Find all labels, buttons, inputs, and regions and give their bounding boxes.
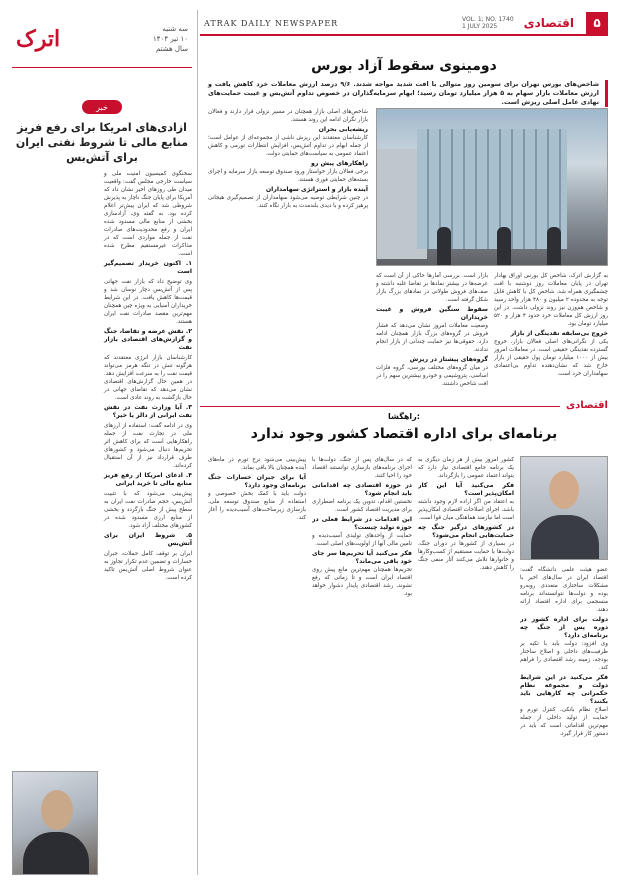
bottom-article-kicker: راهگشا: [388, 412, 420, 421]
paragraph: وی افزود: دولت باید با تکیه بر ظرفیت‌های داخلی و اصلاح ساختار بودجه، زمینه رشد اقتصادی را فراهم کند. [520, 641, 608, 671]
paragraph: حمایت از واحدهای تولیدی آسیب‌دیده و تامین مالی آنها از اولویت‌های اصلی است. [312, 533, 412, 547]
masthead [12, 10, 192, 68]
volume-info [458, 16, 518, 30]
bottom-article-title: برنامه‌ای برای اداره اقتصاد کشور وجود ندارد [250, 426, 558, 442]
subheading: آیا برای جبران خسارات جنگ برنامه‌ای وجود دارد؟ [208, 474, 306, 489]
news-badge: خبر [82, 100, 122, 114]
top-article-lead: شاخص‌های بورس تهران برای سومین روز متوالی با افت شدید مواجه شدند. ۹/۶ درصد ارزش معاملات خرد کاهش یافت و ارزش معاملات بازار سهام به ۵ هزار میلیارد تومان رسید؛ ابهام سرمایه‌گذاران در خصوص تداوم آتش‌بس و غیبت حمایت‌های نهادی عامل اصلی ریزش است. [208, 80, 608, 107]
subheading: فکر می‌کنید آیا تحریم‌ها سر جای خود باقی می‌ماند؟ [312, 550, 412, 565]
left-article-title: ازادی‌های امریکا برای رفع فریز منابع مالی تا شروط نفتی ایران برای آتش‌بس [15, 121, 189, 164]
left-paragraph: ایران بر توقف کامل حملات، جبران خسارات و تضمین عدم تکرار تجاوز به عنوان شروط اصلی آتش‌بس تاکید کرده است. [104, 551, 192, 581]
masthead-meta [153, 24, 188, 54]
left-subheading: ۳. آیا وزارت نفت در نقش نفت ایرانی از دالر یا خیر؟ [104, 404, 192, 419]
left-column [12, 10, 192, 875]
paragraph: یکی از نگرانی‌های اصلی فعالان بازار، خروج گسترده نقدینگی حقیقی است. در معاملات امروز بیش از ۱۰۰۰ میلیارد تومان پول حقیقی از بازار خارج شد که نشان‌دهنده تداوم بی‌اعتمادی سهامداران خرد است. [494, 339, 608, 377]
paragraph: بازار است. بررسی آمارها حاکی از آن است که عرضه‌ها در بیشتر نمادها بر تقاضا غلبه داشته و صف‌های فروش طولانی در نمادهای بزرگ بازار شکل گرفته است. [376, 273, 488, 303]
paragraph: به گزارش اترک، شاخص کل بورس اوراق بهادار تهران در پایان معاملات روز دوشنبه با افت چشمگیری همراه شد. شاخص کل با کاهش قابل توجه به محدوده ۲ میلیون و ۴۸۰ هزار واحد رسید و شاخص هم‌وزن نیز روند نزولی داشت. در این روز ارزش کل معاملات خرد حدود ۴ هزار و ۵۲۰ میلیارد تومان بود. [494, 273, 608, 327]
date-line: 1 JULY 2025 [461, 23, 498, 30]
paper-name: ATRAK DAILY NEWSPAPER [204, 18, 339, 28]
subheading: خروج بی‌سابقه نقدینگی از بازار [510, 330, 608, 337]
section-label: اقتصادی [523, 16, 574, 30]
top-article-col-right [494, 272, 608, 402]
left-paragraph: پیش‌بینی می‌شود که با تثبیت آتش‌بس، حجم صادرات نفت ایران به سطح پیش از جنگ بازگردد و بخشی از منابع ارزی مسدود شده در کشورهای مختلف آزاد شود. [104, 491, 192, 529]
paragraph: اصلاح نظام بانکی، کنترل تورم و حمایت از تولید داخلی از جمله مهم‌ترین اقداماتی است که باید در دستور کار قرار گیرد. [520, 707, 608, 737]
paragraph: وضعیت معاملات امروز نشان می‌دهد که فشار فروش در گروه‌های بزرگ بازار همچنان ادامه دارد. حقوقی‌ها نیز حمایت چندانی از بازار انجام ندادند. [376, 323, 488, 353]
newspaper-logo: اترک [16, 25, 61, 52]
bottom-section-tag: اقتصادی [566, 400, 608, 411]
subheading: سقوط سنگین فروش و غیبت خریداران [376, 306, 488, 321]
left-subheading: ۲. نقش عرضه و تقاضا، جنگ و گزارش‌های اقتصادی بازار نفت [104, 328, 192, 351]
subheading: راهکارهای پیش رو [310, 160, 368, 167]
masthead-issue: سال هشتم [155, 44, 188, 53]
volume-line: VOL. 1; NO. 1740 [461, 16, 514, 23]
subheading: در کشورهای درگیر جنگ چه حمایت‌هایی انجام می‌شود؟ [418, 524, 514, 539]
paragraph: در بسیاری از کشورها در دوران جنگ، دولت‌ها با حمایت مستقیم از کسب‌وکارها و خانوارها تلاش می‌کنند آثار منفی جنگ را کاهش دهند. [418, 541, 514, 571]
bottom-col-2 [418, 456, 514, 874]
top-article-col-mid [376, 272, 488, 402]
paragraph: کشور امروز بیش از هر زمان دیگری به یک برنامه جامع اقتصادی نیاز دارد که بتواند اعتماد عمومی را بازگرداند. [418, 457, 514, 479]
left-paragraph: سخنگوی کمیسیون امنیت ملی و سیاست خارجی مجلس گفت: واقعیت میدان طی روزهای اخیر نشان داد که آمریکا برای پایان جنگ ناچار به پذیرش شروطی شد که ایران پیش‌تر اعلام کرده بود. به گفته وی، آزادسازی بخشی از منابع مالی مسدود شده ایران و رفع محدودیت‌های صادرات نفت از جمله مواردی است که در مذاکرات غیرمستقیم مطرح شده است. [104, 171, 192, 257]
left-article-body [12, 170, 192, 582]
subheading: این اقدامات در شرایط فعلی در حوزه تولید چیست؟ [312, 516, 412, 531]
column-divider [197, 10, 198, 875]
masthead-day: سه شنبه [162, 24, 188, 33]
paragraph: به اعتقاد من اگر اراده لازم وجود داشته باشد، اجرای اصلاحات اقتصادی امکان‌پذیر است اما نیازمند هماهنگی میان قوا است. [418, 499, 514, 521]
left-article-photo [12, 771, 98, 875]
left-subheading: ۵. شروط ایران برای آتش‌بس [104, 532, 192, 547]
left-paragraph: وی در ادامه گفت: استفاده از ارزهای ملی در تجارت نفت از جمله راهکارهایی است که برای کاهش اثر تحریم‌ها دنبال می‌شود و کشورهای طرف قرارداد نیز از آن استقبال کرده‌اند. [104, 423, 192, 469]
page-header [200, 12, 608, 36]
paragraph: برخی فعالان بازار خواستار ورود صندوق توسعه بازار سرمایه و اجرای بسته‌های حمایتی فوری هستند. [208, 169, 368, 183]
bottom-col-4 [208, 456, 306, 874]
paragraph: شاخص‌های اصلی بازار همچنان در مسیر نزولی قرار دارند و فعالان بازار نگران ادامه این روند هستند. [208, 109, 368, 123]
paragraph: نخستین اقدام، تدوین یک برنامه اضطراری برای مدیریت اقتصاد کشور است. [312, 499, 412, 513]
subheading: فکر می‌کنید در این شرایط دولت و مجموعه نظام حکمرانی چه کارهایی باید بکنند؟ [520, 674, 608, 705]
left-subheading: ۴. ادعای امریکا از رفع فریز منابع مالی تا خرید ایرانی [104, 472, 192, 487]
masthead-date: ۱۰ تیر ۱۴۰۴ [153, 34, 188, 43]
bottom-col-3 [312, 456, 412, 874]
paragraph: در میان گروه‌های مختلف بورسی، گروه فلزات اساسی، پتروشیمی و خودرو بیشترین سهم را در افت شاخص داشتند. [376, 365, 488, 387]
paragraph: دولت باید با کمک بخش خصوصی و استفاده از منابع صندوق توسعه ملی، بازسازی زیرساخت‌های آسیب‌دیده را آغاز کند. [208, 491, 306, 521]
bottom-col-1 [520, 456, 608, 874]
paragraph: که در سال‌های پس از جنگ، دولت‌ها با اجرای برنامه‌های بازسازی توانستند اقتصاد خود را احیا کنند. [312, 457, 412, 479]
top-article-title: دومینوی سقوط آزاد بورس [311, 58, 497, 74]
top-article-col-left [208, 108, 368, 402]
subheading: دولت برای اداره کشور در دوره پس از جنگ چه برنامه‌ای دارد؟ [520, 616, 608, 639]
subheading: ریشه‌یابی بحران [318, 126, 368, 133]
paragraph: عضو هیئت علمی دانشگاه گفت: اقتصاد ایران در سال‌های اخیر با مشکلات ساختاری متعددی روبه‌رو بوده و دولت‌ها نتوانسته‌اند برنامه منسجمی برای اداره اقتصاد ارائه دهند. [520, 567, 608, 613]
subheading: آینده بازار و استراتژی سهامداران [265, 186, 368, 193]
subheading: گروه‌های پیشتاز در ریزش [409, 356, 488, 363]
paragraph: پیش‌بینی می‌شود نرخ تورم در ماه‌های آینده همچنان بالا باقی بماند. [208, 457, 306, 471]
paragraph: تحریم‌ها همچنان مهم‌ترین مانع پیش روی اقتصاد ایران است و تا زمانی که رفع نشوند، رشد اقتصادی پایدار دشوار خواهد بود. [312, 567, 412, 597]
section-rule [200, 406, 560, 407]
subheading: فکر می‌کنید آیا این کار امکان‌پذیر است؟ [418, 482, 514, 497]
left-paragraph: کارشناسان بازار انرژی معتقدند که هرگونه تنش در تنگه هرمز می‌تواند قیمت نفت را به سرعت افزایش دهد. در همین حال گزارش‌های اقتصادی نشان می‌دهد که تقاضای جهانی در حال بازگشت به روند عادی است. [104, 355, 192, 401]
paragraph: در چنین شرایطی توصیه می‌شود سهامداران از تصمیم‌گیری هیجانی پرهیز کرده و با دیدی بلندمدت به بازار نگاه کنند. [208, 195, 368, 209]
stock-exchange-photo [376, 108, 608, 266]
left-subheading: ۱. اکنون خریدار تصمیم‌گیر است [104, 260, 192, 275]
subheading: در حوزه اقتصادی چه اقداماتی باید انجام شود؟ [312, 482, 412, 497]
page-number: ۵ [586, 12, 608, 34]
paragraph: کارشناسان معتقدند این ریزش ناشی از مجموعه‌ای از عوامل است؛ از جمله ابهام در تداوم آتش‌بس، افزایش انتظارات تورمی و کاهش اعتماد عمومی به سیاست‌های حمایتی دولت. [208, 135, 368, 157]
left-paragraph: وی توضیح داد که بازار نفت جهانی پس از آتش‌بس دچار نوسان شد و قیمت‌ها کاهش یافت. در این شرایط خریداران آسیایی به ویژه چین همچنان مهم‌ترین مقصد صادرات نفت ایران هستند. [104, 279, 192, 325]
